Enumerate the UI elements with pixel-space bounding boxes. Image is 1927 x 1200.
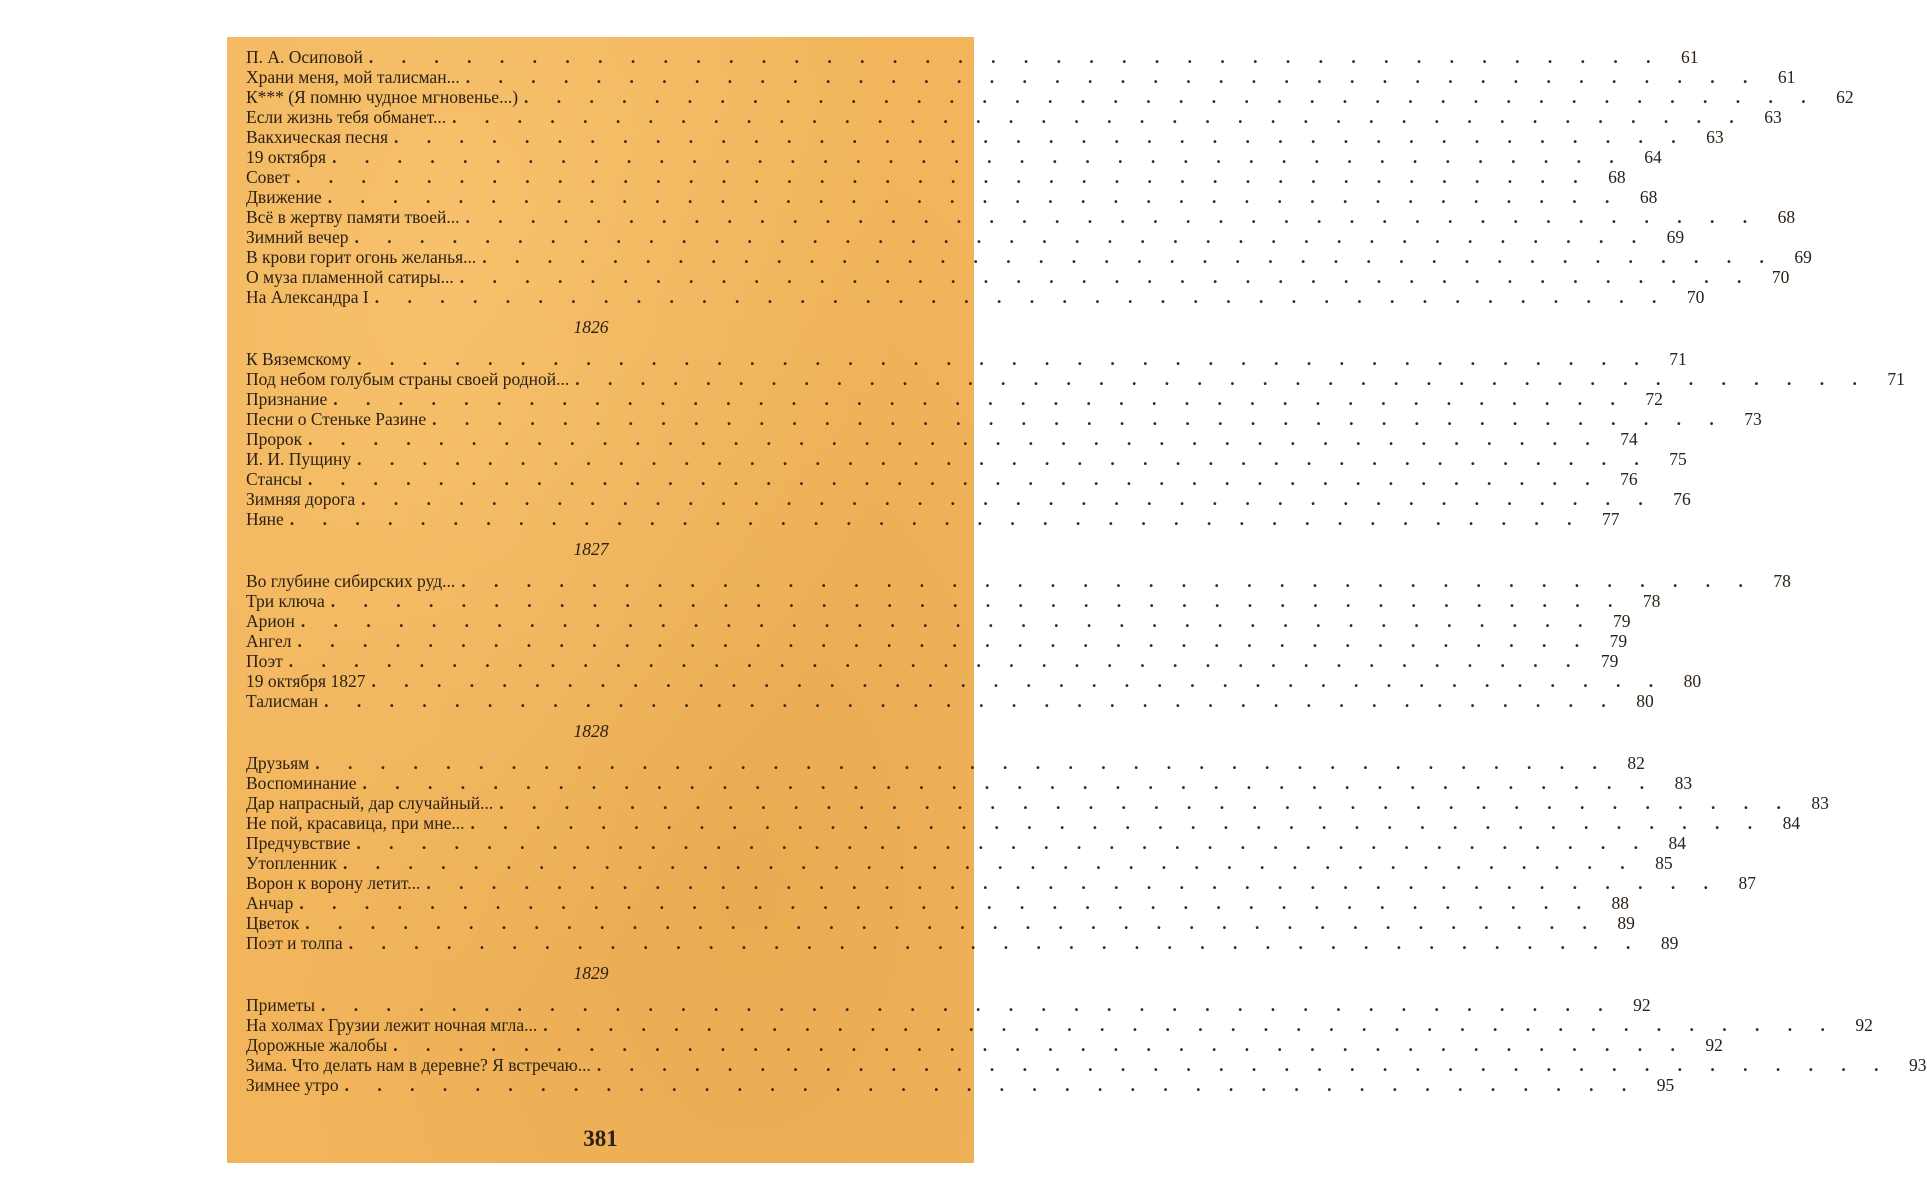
dot-leader: . . . . . . . . . . . . . . . . . . . . . . . . . . . . . . . . . . . . . . . . — [348, 933, 1643, 953]
page-number: 381 — [583, 1126, 618, 1151]
dot-leader: . . . . . . . . . . . . . . . . . . . . . . . . . . . . . . . . . . . . . . . . — [393, 1035, 1687, 1055]
entry-title: Дорожные жалобы — [246, 1035, 388, 1055]
entry-title: Три ключа — [246, 591, 325, 611]
toc-section — [246, 539, 1791, 711]
toc-entry — [246, 227, 1685, 247]
entry-page-number: 70 — [1771, 267, 1790, 287]
entry-page-number: 80 — [1683, 671, 1702, 691]
entry-title: Стансы — [246, 469, 302, 489]
entry-page-number: 75 — [1669, 449, 1687, 469]
entry-title: Арион — [246, 611, 295, 631]
toc-entry — [246, 349, 1687, 369]
toc-entry — [246, 671, 1702, 691]
entry-page-number: 71 — [1887, 369, 1905, 389]
toc-entry — [246, 591, 1661, 611]
dot-leader: . . . . . . . . . . . . . . . . . . . . . . . . . . . . . . . . . . . . . . . . — [524, 87, 1818, 107]
dot-leader: . . . . . . . . . . . . . . . . . . . . . . . . . . . . . . . . . . . . . . . . — [357, 349, 1651, 369]
dot-leader: . . . . . . . . . . . . . . . . . . . . . . . . . . . . . . . . . . . . . . . . — [296, 167, 1590, 187]
dot-leader: . . . . . . . . . . . . . . . . . . . . . . . . . . . . . . . . . . . . . . . . — [333, 389, 1627, 409]
dot-leader: . . . . . . . . . . . . . . . . . . . . . . . . . . . . . . . . . . . . . . . . — [308, 429, 1602, 449]
toc-entry — [246, 389, 1663, 409]
entry-page-number: 79 — [1609, 631, 1628, 651]
year-heading: 1829 — [573, 963, 609, 983]
entry-page-number: 63 — [1706, 127, 1724, 147]
entry-title: Ангел — [246, 631, 292, 651]
dot-leader: . . . . . . . . . . . . . . . . . . . . . . . . . . . . . . . . . . . . . . . . — [288, 651, 1583, 671]
entry-page-number: 68 — [1777, 207, 1796, 227]
entry-page-number: 82 — [1627, 753, 1645, 773]
entry-page-number: 61 — [1681, 47, 1699, 67]
entry-title: Анчар — [246, 893, 294, 913]
entry-page-number: 89 — [1617, 913, 1635, 933]
toc-entry — [246, 107, 1782, 127]
toc-entry — [246, 631, 1628, 651]
entry-page-number: 64 — [1644, 147, 1662, 167]
dot-leader: . . . . . . . . . . . . . . . . . . . . . . . . . . . . . . . . . . . . . . . . — [465, 207, 1760, 227]
entry-title: 19 октября 1827 — [246, 671, 366, 691]
entry-title: Цветок — [246, 913, 300, 933]
entry-page-number: 76 — [1673, 489, 1691, 509]
dot-leader: . . . . . . . . . . . . . . . . . . . . . . . . . . . . . . . . . . . . . . . . — [543, 1015, 1837, 1035]
toc-entry — [246, 893, 1629, 913]
toc-entry — [246, 1035, 1723, 1055]
dot-leader: . . . . . . . . . . . . . . . . . . . . . . . . . . . . . . . . . . . . . . . . — [452, 107, 1746, 127]
dot-leader: . . . . . . . . . . . . . . . . . . . . . . . . . . . . . . . . . . . . . . . . — [299, 893, 1593, 913]
entry-title: Няне — [246, 509, 284, 529]
entry-title: Во глубине сибирских руд... — [246, 571, 456, 591]
toc-entry — [246, 833, 1686, 853]
entry-page-number: 73 — [1744, 409, 1762, 429]
toc-entry — [246, 147, 1662, 167]
dot-leader: . . . . . . . . . . . . . . . . . . . . . . . . . . . . . . . . . . . . . . . . — [432, 409, 1726, 429]
toc-entry — [246, 47, 1699, 67]
dot-leader: . . . . . . . . . . . . . . . . . . . . . . . . . . . . . . . . . . . . . . . . — [289, 509, 1584, 529]
entry-title: Если жизнь тебя обманет... — [246, 107, 447, 127]
entry-title: Совет — [246, 167, 290, 187]
toc-section — [246, 47, 1854, 307]
dot-leader: . . . . . . . . . . . . . . . . . . . . . . . . . . . . . . . . . . . . . . . . — [327, 187, 1622, 207]
dot-leader: . . . . . . . . . . . . . . . . . . . . . . . . . . . . . . . . . . . . . . . . — [362, 773, 1657, 793]
toc-entry — [246, 207, 1796, 227]
toc-entry — [246, 449, 1687, 469]
entry-page-number: 88 — [1611, 893, 1629, 913]
entry-page-number: 89 — [1660, 933, 1679, 953]
entry-title: Приметы — [246, 995, 316, 1015]
entry-page-number: 68 — [1639, 187, 1658, 207]
toc-entry — [246, 167, 1626, 187]
dot-leader: . . . . . . . . . . . . . . . . . . . . . . . . . . . . . . . . . . . . . . . . — [354, 227, 1649, 247]
entry-title: Утопленник — [246, 853, 338, 873]
entry-title: Признание — [246, 389, 328, 409]
entry-title: К Вяземскому — [246, 349, 352, 369]
entry-title: Движение — [246, 187, 322, 207]
dot-leader: . . . . . . . . . . . . . . . . . . . . . . . . . . . . . . . . . . . . . . . . — [343, 853, 1637, 873]
dot-leader: . . . . . . . . . . . . . . . . . . . . . . . . . . . . . . . . . . . . . . . . — [394, 127, 1688, 147]
entry-page-number: 84 — [1668, 833, 1686, 853]
dot-leader: . . . . . . . . . . . . . . . . . . . . . . . . . . . . . . . . . . . . . . . . — [297, 631, 1592, 651]
entry-page-number: 79 — [1600, 651, 1619, 671]
entry-title: Ворон к ворону летит... — [246, 873, 421, 893]
dot-leader: . . . . . . . . . . . . . . . . . . . . . . . . . . . . . . . . . . . . . . . . — [461, 571, 1755, 591]
toc-entry — [246, 509, 1620, 529]
entry-page-number: 95 — [1656, 1075, 1675, 1095]
entry-page-number: 69 — [1794, 247, 1812, 267]
dot-leader: . . . . . . . . . . . . . . . . . . . . . . . . . . . . . . . . . . . . . . . . — [368, 47, 1663, 67]
entry-page-number: 61 — [1777, 67, 1796, 87]
toc-entry — [246, 267, 1790, 287]
entry-page-number: 78 — [1642, 591, 1661, 611]
dot-leader: . . . . . . . . . . . . . . . . . . . . . . . . . . . . . . . . . . . . . . . . — [374, 287, 1669, 307]
entry-title: Зимнее утро — [246, 1075, 339, 1095]
entry-page-number: 78 — [1773, 571, 1791, 591]
toc-entry — [246, 995, 1651, 1015]
toc-entry — [246, 1015, 1873, 1035]
entry-title: Предчувствие — [246, 833, 351, 853]
table-of-contents — [246, 47, 1927, 1095]
year-heading: 1826 — [573, 317, 609, 337]
entry-title: 19 октября — [246, 147, 327, 167]
toc-entry — [246, 571, 1791, 591]
entry-title: В крови горит огонь желанья... — [246, 247, 477, 267]
dot-leader: . . . . . . . . . . . . . . . . . . . . . . . . . . . . . . . . . . . . . . . . — [596, 1055, 1891, 1075]
dot-leader: . . . . . . . . . . . . . . . . . . . . . . . . . . . . . . . . . . . . . . . . — [332, 147, 1626, 167]
entry-page-number: 83 — [1811, 793, 1829, 813]
entry-title: Поэт — [246, 651, 283, 671]
entry-title: Зимняя дорога — [246, 489, 356, 509]
entry-page-number: 69 — [1666, 227, 1685, 247]
dot-leader: . . . . . . . . . . . . . . . . . . . . . . . . . . . . . . . . . . . . . . . . — [575, 369, 1869, 389]
dot-leader: . . . . . . . . . . . . . . . . . . . . . . . . . . . . . . . . . . . . . . . . — [499, 793, 1793, 813]
toc-entry — [246, 87, 1854, 107]
year-heading: 1827 — [573, 539, 609, 559]
toc-entry — [246, 611, 1631, 631]
dot-leader: . . . . . . . . . . . . . . . . . . . . . . . . . . . . . . . . . . . . . . . . — [315, 753, 1609, 773]
entry-title: П. А. Осиповой — [246, 47, 363, 67]
entry-title: Талисман — [246, 691, 319, 711]
dot-leader: . . . . . . . . . . . . . . . . . . . . . . . . . . . . . . . . . . . . . . . . — [465, 67, 1760, 87]
entry-title: К*** (Я помню чудное мгновенье...) — [246, 87, 519, 107]
entry-page-number: 83 — [1674, 773, 1693, 793]
dot-leader: . . . . . . . . . . . . . . . . . . . . . . . . . . . . . . . . . . . . . . . . — [305, 913, 1599, 933]
dot-leader: . . . . . . . . . . . . . . . . . . . . . . . . . . . . . . . . . . . . . . . . — [426, 873, 1721, 893]
entry-page-number: 71 — [1669, 349, 1687, 369]
entry-page-number: 93 — [1909, 1055, 1927, 1075]
entry-title: Пророк — [246, 429, 303, 449]
toc-section — [246, 317, 1905, 529]
entry-title: Друзьям — [246, 753, 310, 773]
entry-page-number: 74 — [1620, 429, 1638, 449]
dot-leader: . . . . . . . . . . . . . . . . . . . . . . . . . . . . . . . . . . . . . . . . — [356, 833, 1650, 853]
toc-entry — [246, 1075, 1675, 1095]
toc-section — [246, 963, 1927, 1095]
entry-title: Не пой, красавица, при мне... — [246, 813, 465, 833]
dot-leader: . . . . . . . . . . . . . . . . . . . . . . . . . . . . . . . . . . . . . . . . — [357, 449, 1651, 469]
entry-page-number: 92 — [1633, 995, 1651, 1015]
entry-page-number: 84 — [1782, 813, 1801, 833]
entry-title: Под небом голубым страны своей родной... — [246, 369, 570, 389]
entry-page-number: 92 — [1705, 1035, 1723, 1055]
dot-leader: . . . . . . . . . . . . . . . . . . . . . . . . . . . . . . . . . . . . . . . . — [330, 591, 1625, 611]
entry-title: Поэт и толпа — [246, 933, 343, 953]
dot-leader: . . . . . . . . . . . . . . . . . . . . . . . . . . . . . . . . . . . . . . . . — [307, 469, 1602, 489]
toc-entry — [246, 287, 1705, 307]
entry-page-number: 63 — [1764, 107, 1782, 127]
dot-leader: . . . . . . . . . . . . . . . . . . . . . . . . . . . . . . . . . . . . . . . . — [344, 1075, 1639, 1095]
entry-title: Зимний вечер — [246, 227, 349, 247]
toc-entry — [246, 913, 1635, 933]
toc-entry — [246, 429, 1638, 449]
entry-page-number: 68 — [1608, 167, 1626, 187]
entry-title: Воспоминание — [246, 773, 357, 793]
toc-entry — [246, 127, 1724, 147]
entry-title: На Александра I — [246, 287, 369, 307]
entry-page-number: 72 — [1645, 389, 1663, 409]
toc-entry — [246, 1055, 1927, 1075]
entry-title: Зима. Что делать нам в деревне? Я встречаю... — [246, 1055, 591, 1075]
book-page — [227, 37, 1927, 1163]
toc-section — [246, 721, 1829, 953]
toc-entry — [246, 67, 1796, 87]
toc-entry — [246, 409, 1762, 429]
toc-entry — [246, 187, 1658, 207]
dot-leader: . . . . . . . . . . . . . . . . . . . . . . . . . . . . . . . . . . . . . . . . — [459, 267, 1754, 287]
dot-leader: . . . . . . . . . . . . . . . . . . . . . . . . . . . . . . . . . . . . . . . . — [470, 813, 1765, 833]
year-heading: 1828 — [573, 721, 609, 741]
entry-page-number: 79 — [1613, 611, 1631, 631]
entry-title: Храни меня, мой талисман... — [246, 67, 460, 87]
entry-title: О муза пламенной сатиры... — [246, 267, 454, 287]
entry-page-number: 62 — [1836, 87, 1854, 107]
toc-entry — [246, 933, 1679, 953]
dot-leader: . . . . . . . . . . . . . . . . . . . . . . . . . . . . . . . . . . . . . . . . — [371, 671, 1666, 691]
entry-title: И. И. Пущину — [246, 449, 352, 469]
toc-entry — [246, 853, 1673, 873]
dot-leader: . . . . . . . . . . . . . . . . . . . . . . . . . . . . . . . . . . . . . . . . — [324, 691, 1618, 711]
entry-page-number: 92 — [1855, 1015, 1873, 1035]
entry-page-number: 76 — [1620, 469, 1638, 489]
toc-entry — [246, 469, 1638, 489]
entry-page-number: 87 — [1738, 873, 1757, 893]
toc-entry — [246, 813, 1801, 833]
dot-leader: . . . . . . . . . . . . . . . . . . . . . . . . . . . . . . . . . . . . . . . . — [321, 995, 1615, 1015]
toc-entry — [246, 773, 1693, 793]
entry-title: Дар напрасный, дар случайный... — [246, 793, 494, 813]
entry-title: На холмах Грузии лежит ночная мгла... — [246, 1015, 538, 1035]
entry-title: Всё в жертву памяти твоей... — [246, 207, 460, 227]
entry-page-number: 80 — [1636, 691, 1654, 711]
dot-leader: . . . . . . . . . . . . . . . . . . . . . . . . . . . . . . . . . . . . . . . . — [300, 611, 1595, 631]
toc-entry — [246, 489, 1691, 509]
entry-title: Песни о Стеньке Разине — [246, 409, 427, 429]
dot-leader: . . . . . . . . . . . . . . . . . . . . . . . . . . . . . . . . . . . . . . . . — [361, 489, 1655, 509]
entry-page-number: 85 — [1655, 853, 1673, 873]
dot-leader: . . . . . . . . . . . . . . . . . . . . . . . . . . . . . . . . . . . . . . . . — [482, 247, 1776, 267]
toc-entry — [246, 873, 1757, 893]
toc-entry — [246, 651, 1619, 671]
toc-entry — [246, 753, 1645, 773]
toc-entry — [246, 793, 1829, 813]
entry-page-number: 70 — [1686, 287, 1705, 307]
entry-title: Вакхическая песня — [246, 127, 389, 147]
toc-entry — [246, 247, 1812, 267]
entry-page-number: 77 — [1601, 509, 1620, 529]
toc-entry — [246, 369, 1905, 389]
toc-entry — [246, 691, 1654, 711]
